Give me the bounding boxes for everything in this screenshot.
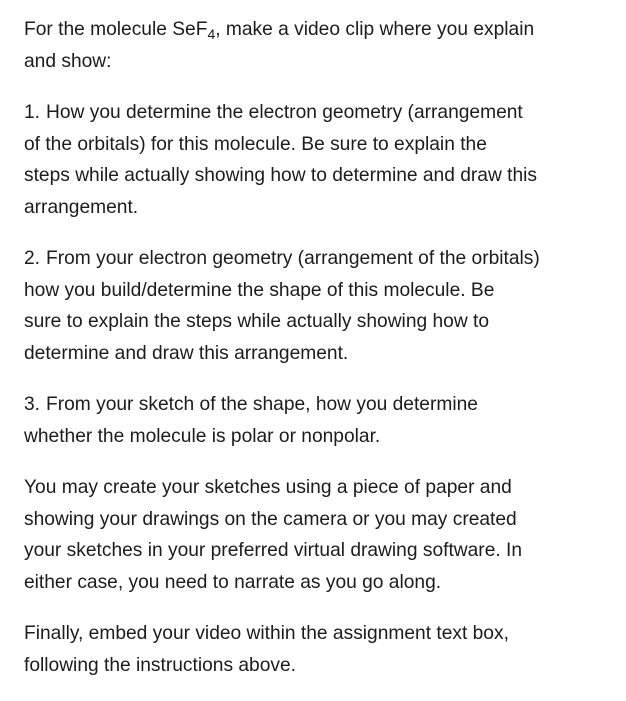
assignment-instructions bbox=[24, 14, 614, 701]
list-item bbox=[24, 389, 614, 452]
formula-subscript: 4 bbox=[207, 26, 216, 42]
item-text: From your sketch of the shape, how you determine whether the molecule is polar or nonpolar. bbox=[24, 394, 478, 447]
intro-paragraph bbox=[24, 14, 614, 77]
intro-prefix: For the molecule SeF bbox=[24, 19, 208, 40]
item-number: 1. bbox=[24, 102, 41, 123]
item-text: From your electron geometry (arrangement of the orbitals) how you build/determine the shape of this molecule. Be sure to explain the steps while actually showing how to determine and draw this arrangement. bbox=[24, 248, 540, 364]
list-item bbox=[24, 97, 614, 223]
item-text: How you determine the electron geometry (arrangement of the orbitals) for this molecule. Be sure to explain the steps while actually showing how to determine and draw this arrangement. bbox=[24, 102, 538, 218]
intro-suffix: , make a video clip where you explain and show: bbox=[24, 19, 535, 72]
list-item bbox=[24, 243, 614, 369]
item-number: 3. bbox=[24, 394, 41, 415]
closing-paragraph: Finally, embed your video within the assignment text box, following the instructions above. bbox=[24, 623, 509, 676]
item-number: 2. bbox=[24, 248, 41, 269]
sketch-note-paragraph: You may create your sketches using a piece of paper and showing your drawings on the camera or you may created your sketches in your preferred virtual drawing software. In either case, you need to narrate as you go along. bbox=[24, 477, 523, 593]
